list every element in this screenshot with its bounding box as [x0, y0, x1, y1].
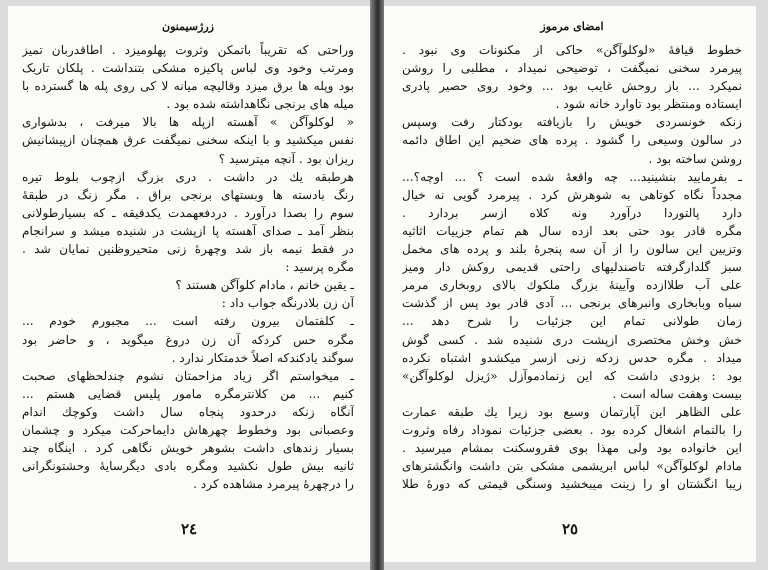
text-line: ریزان بود . آنچه میترسید ؟: [218, 151, 354, 166]
text-line: در سالون وسیعی را گشود . پرده های ضخیم این اطاق دائمه: [402, 133, 742, 148]
text-line: ـ بفرمایید بنشینید... چه واقعهٔ شده است ؟ ... اوچه؟...: [402, 169, 742, 184]
text-line: ـ میخواستم اگر زیاد مزاحمتان نشوم چندلحظهای صحبت: [22, 368, 354, 383]
text-line: مجدداً نگاه کوتاهی به شوهرش کرد . پیرمرد گویی نه خیال: [402, 187, 742, 202]
text-line: پیرمرد سخنی نمیگفت ، توضیحی نمیداد ، مطلبی را روشن: [402, 61, 742, 76]
text-line: ـ یقین خانم ، مادام کلوآگن هستند ؟: [175, 278, 354, 293]
text-line: سوگند یادکندکه اصلاً خدمتکار ندارد .: [171, 350, 354, 365]
text-line: زیبا انگشتان او را زینت میبخشید وسنگی قیمتی که دورهٔ طلا: [402, 477, 742, 492]
text-line: سوم را بصدا درآورد . دردفعهمدت یکدقیقه ـ که بسیارطولانی: [22, 205, 354, 220]
right-page-text: [402, 41, 742, 493]
text-line: مگره حس کردکه آن زن دروغ میگوید ، و حاضر بود: [22, 332, 354, 347]
text-line: مگره پرسید :: [285, 260, 354, 275]
text-line: دارد پالتوردا درآورد ونه کلاه ازسر بردارد .: [402, 205, 742, 220]
text-line: ایستاده ومنتظر بود تاوارد خانه شود .: [555, 97, 742, 112]
text-line: این خانواده بود ولی مهذا بوی فقروسکنت بمشام میرسید .: [402, 441, 742, 456]
text-line: ومرتب وخود وی لباس پاکیزه مشکی بتنداشت . پلکان تاریک: [22, 61, 354, 76]
text-line: را بالتمام اشغال کرده بود . بعضی جزئیات نموداد رفاه وثروت: [402, 422, 742, 437]
text-line: بود : بزودی داشت که این زنمادموآزل «ژیزل لوکلوآگن»: [402, 368, 742, 383]
text-line: آن زن بلادرنگه جواب داد :: [221, 296, 354, 311]
text-line: مگره قادر بود حتی بعد ازده سال هم تمام جزییات اثاثیه: [402, 223, 742, 238]
left-page-number: ٢٤: [180, 520, 198, 538]
text-line: وراحتی که تقریباً باتمکن وثروت پهلومیزد . اطاقدربان تمیز: [22, 43, 354, 57]
text-line: خش وخش مختصری ازپشت دری شنیده شد . کسی گوش: [402, 332, 742, 347]
text-line: در فقط نیمه باز شد وچهرهٔ زنی متحیروظنین نمایان شد .: [22, 242, 354, 257]
text-line: بیست وهفت ساله است .: [612, 386, 742, 401]
text-line: وتزیین این سالون را از آن سه پنجرهٔ بلند و پرده های مخمل: [402, 242, 742, 257]
text-line: نمیکرد ... باز روحش غایب بود ... وخود روی حصیر پادری: [402, 79, 742, 94]
text-line: میله های برنجی نگاهداشته شده بود .: [166, 97, 354, 112]
text-line: رنگ بادسته ها وبستهای برنجی براق . مگر زنگ در طبقهٔ: [22, 187, 354, 202]
text-line: زمان طولانی تمام این جزئیات را شرح دهد ...: [402, 314, 742, 329]
text-line: کنیم ... من کلانترمگره مامور پلیس قضایی هستم ...: [22, 386, 354, 401]
text-line: ـ کلفتمان بیرون رفته است ... مجبورم خودم ...: [22, 314, 354, 329]
text-line: سبز گلدارگرفته تاصندلیهای راحتی قدیمی روکش دار ومیز: [402, 260, 742, 275]
text-line: نفس میکشید و با اینکه سخنی نمیگفت عرق همچنان ازپیشانیش: [22, 133, 354, 148]
text-line: سیاه وبابخاری وانبرهای برنجی ... آدی قادر بود پس از گذشت: [402, 296, 742, 311]
text-line: زنکه خونسردی خویش را بازیافته بودکتار رفت وسپس: [402, 115, 742, 130]
book-gutter: [370, 0, 384, 570]
left-page-text: [22, 41, 354, 493]
right-page-number: ٢٥: [561, 520, 579, 538]
text-line: وعصبانی بود وخطوط چهرهاش دایماحرکت میکرد و چشمان: [22, 422, 354, 437]
text-line: بسیار زندهای داشت بشوهر خویش نگاهی کرد . اینگاه چند: [22, 441, 354, 456]
text-line: علی الظاهر این آپارتمان وسیع بود زیرا یك طبقه عمارت: [402, 404, 742, 419]
text-line: میداد . مگره حدس زدکه زنی ازسر میکشدو اشتباه نکرده: [402, 350, 742, 365]
left-running-head: زرژسیمنون: [162, 20, 214, 33]
left-page: [8, 6, 370, 562]
text-line: روشن ساخته بود .: [648, 151, 742, 166]
text-line: مادام لوکلوآگن» لباس ابریشمی مشکی بتن داشت وانگشترهای: [402, 459, 742, 474]
text-line: بود وپله ها برق میزد وقالیچه میانه لا کی روی پله ها گسترده با: [22, 79, 354, 94]
text-line: آنگاه زنکه درحدود پنجاه سال داشت وکوچك اندام: [22, 404, 354, 419]
text-line: علی آب طلاازده وآیینهٔ بزرگ ملکوك بالای روبخاری مرمر: [402, 278, 742, 293]
right-running-head: امضای مرموز: [540, 20, 604, 33]
text-line: بنظر آمد ـ صدای آهسته پا ازپشت در شنیده میشد و سرانجام: [22, 223, 354, 238]
text-line: « لوکلوآگن » آهسته ازپله ها بالا میرفت ، بدشواری: [22, 115, 354, 130]
text-line: هرطبقه یك در داشت . دری بزرگ ازچوب بلوط تیره: [22, 169, 354, 184]
text-line: خطوط قیافهٔ «لوکلوآگن» حاکی از مکنونات وی نبود .: [402, 43, 742, 57]
right-page: [384, 6, 756, 562]
text-line: ثانیه بیش طول نکشید ومگره بادی دیگرسایهٔ وحشتونگرانی: [22, 459, 354, 474]
text-line: را درچهرهٔ پیرمرد مشاهده کرد .: [193, 477, 354, 492]
